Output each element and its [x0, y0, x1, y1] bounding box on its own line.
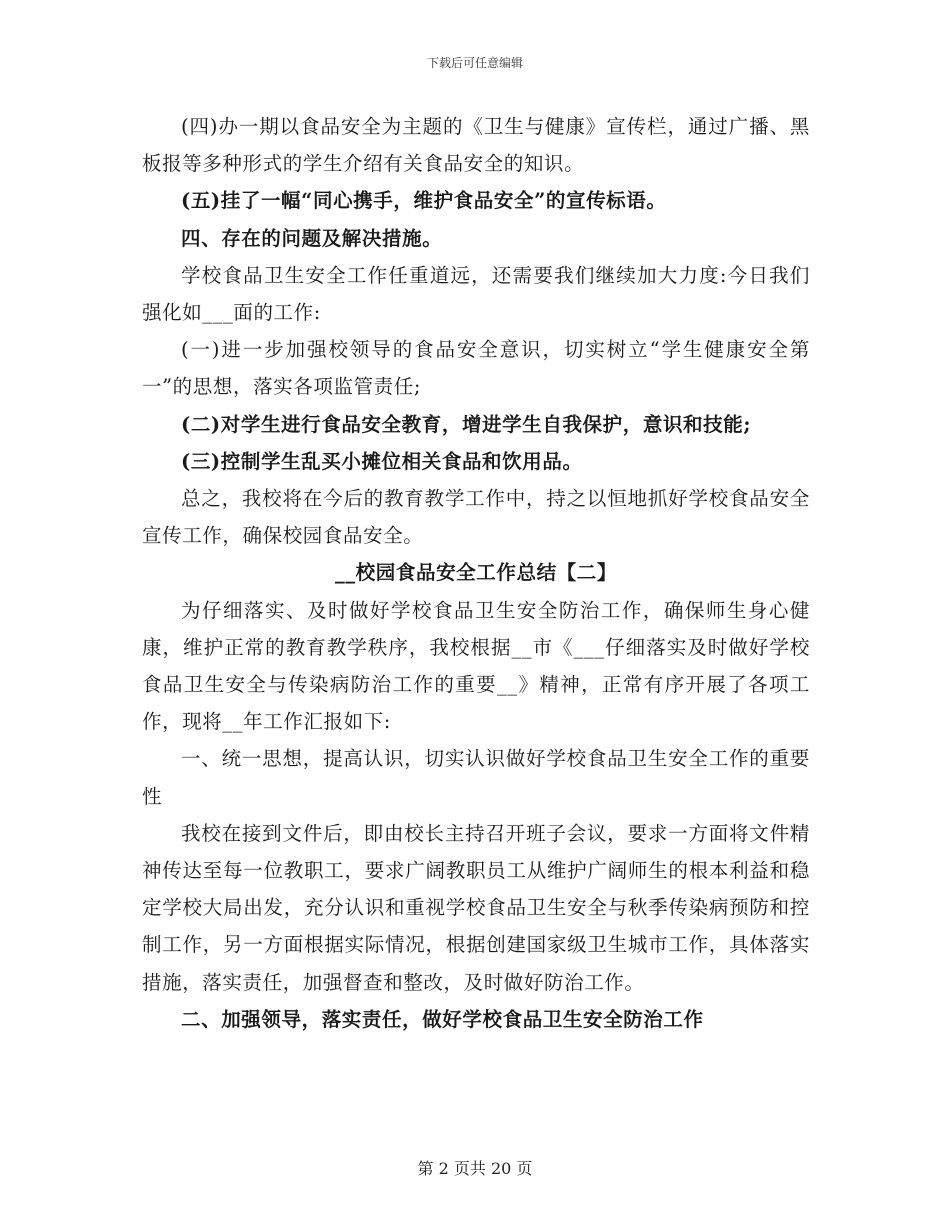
paragraph-measure-two: (二)对学生进行食品安全教育，增进学生自我保护，意识和技能;	[181, 412, 752, 436]
section-title-part-two: __校园食品安全工作总结【二】	[334, 561, 617, 585]
document-body	[142, 108, 810, 1038]
page-number: 第 2 页共 20 页	[417, 1159, 533, 1178]
paragraph-item-five: (五)挂了一幅“同心携手，维护食品安全”的宣传标语。	[181, 189, 667, 213]
paragraph-measure-one: (一)进一步加强校领导的食品安全意识，切实树立“学生健康安全第一”的思想，落实各项监管责任;	[142, 338, 810, 399]
paragraph-heading-one: 一、统一思想，提高认识，切实认识做好学校食品卫生安全工作的重要性	[142, 747, 810, 808]
paragraph-measure-three: (三)控制学生乱买小摊位相关食品和饮用品。	[181, 449, 583, 473]
paragraph-heading-two: 二、加强领导，落实责任，做好学校食品卫生安全防治工作	[181, 1007, 704, 1031]
page-header: 下载后可任意编辑	[426, 56, 523, 70]
section-heading-problems: 四、存在的问题及解决措施。	[181, 226, 443, 250]
paragraph-problems-intro: 学校食品卫生安全工作任重道远，还需要我们继续加大力度:今日我们强化如___面的工作:	[142, 263, 810, 325]
paragraph-part-two-intro: 为仔细落实、及时做好学校食品卫生安全防治工作，确保师生身心健康，维护正常的教育教学秩序，我校根据__市《___仔细落实及时做好学校食品卫生安全与传染病防治工作的重要__》精神，正常有序开展了各项工作，现将__年工作汇报如下:	[142, 598, 810, 734]
paragraph-item-four: (四)办一期以食品安全为主题的《卫生与健康》宣传栏，通过广播、黑板报等多种形式的学生介绍有关食品安全的知识。	[142, 115, 810, 176]
paragraph-conclusion: 总之，我校将在今后的教育教学工作中，持之以恒地抓好学校食品安全宣传工作，确保校园食品安全。	[142, 487, 810, 548]
paragraph-meeting: 我校在接到文件后，即由校长主持召开班子会议，要求一方面将文件精神传达至每一位教职工，要求广阔教职员工从维护广阔师生的根本利益和稳定学校大局出发，充分认识和重视学校食品卫生安全与秋季传染病预防和控制工作，另一方面根据实际情况，根据创建国家级卫生城市工作，具体落实措施，落实责任，加强督查和整改，及时做好防治工作。	[142, 821, 810, 994]
